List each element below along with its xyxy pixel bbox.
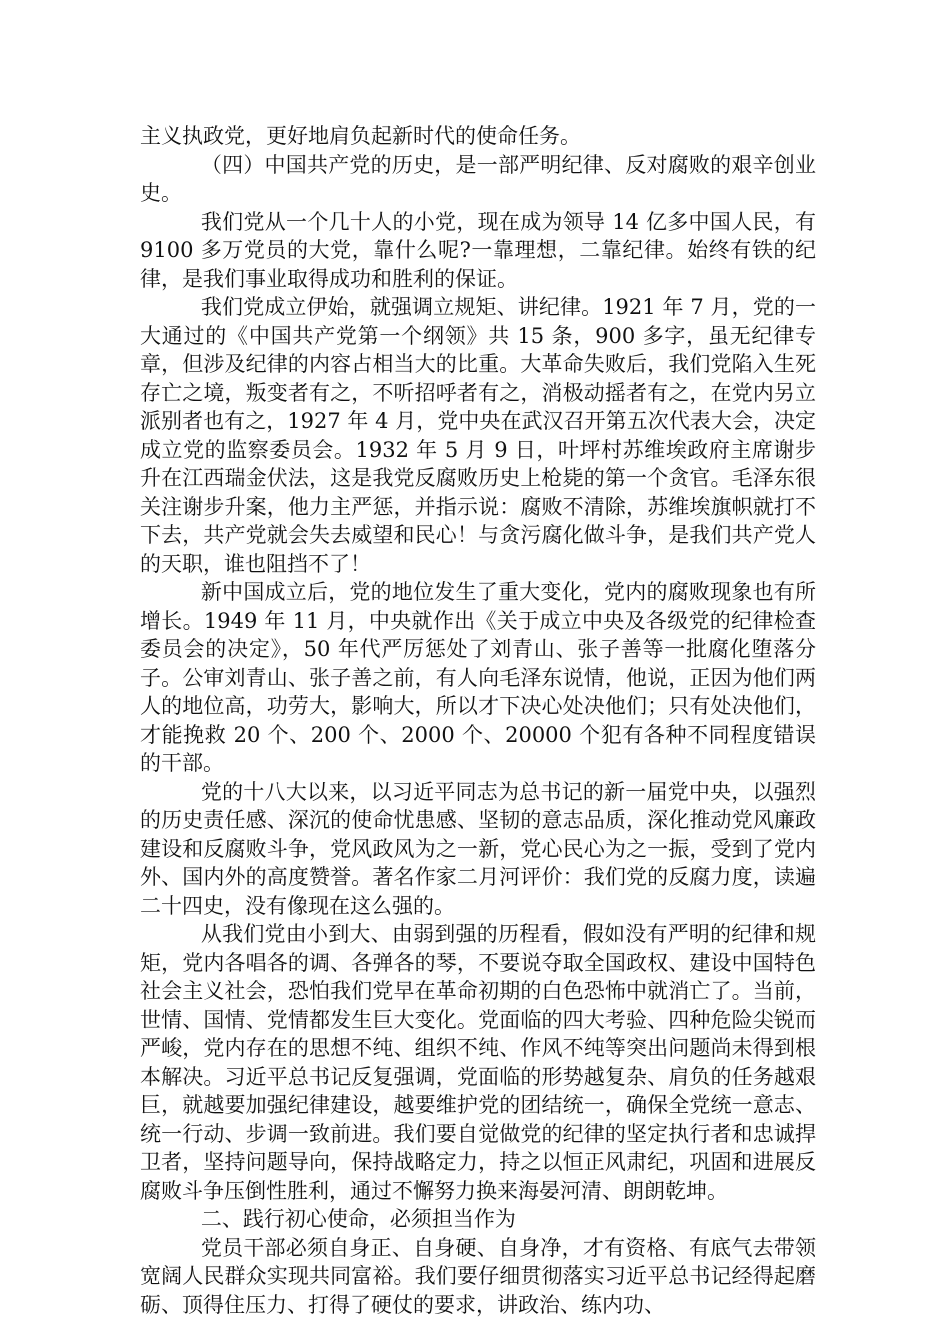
- paragraph-new-china: 新中国成立后，党的地位发生了重大变化，党内的腐败现象也有所增长。1949 年 11 月，中央就作出《关于成立中央及各级党的纪律检查委员会的决定》，50 年代严厉惩处了刘青山、张子善等一批腐化堕落分子。公审刘青山、张子善之前，有人向毛泽东说情，他说，正因为他们两人的地位高，功劳大，影响大，所以才下决心处决他们；只有处决他们，才能挽救 20 个、200 个、2000 个、20000 个犯有各种不同程度错误的干部。: [140, 580, 816, 775]
- document-body: [140, 122, 816, 1319]
- paragraph-party-growth: 我们党从一个几十人的小党，现在成为领导 14 亿多中国人民，有 9100 多万党员的大党，靠什么呢?一靠理想，二靠纪律。始终有铁的纪律，是我们事业取得成功和胜利的保证。: [140, 209, 816, 291]
- section-heading-two: 二、践行初心使命，必须担当作为: [200, 1207, 516, 1231]
- paragraph-continuation: 主义执政党，更好地肩负起新时代的使命任务。: [140, 124, 581, 148]
- paragraph-party-founding: 我们党成立伊始，就强调立规矩、讲纪律。1921 年 7 月，党的一大通过的《中国共产党第一个纲领》共 15 条，900 多字，虽无纪律专章，但涉及纪律的内容占相当大的比重。大革命失败后，我们党陷入生死存亡之境，叛变者有之，不听招呼者有之，消极动摇者有之，在党内另立派别者也有之，1927 年 4 月，党中央在武汉召开第五次代表大会，决定成立党的监察委员会。1932 年 5 月 9 日，叶坪村苏维埃政府主席谢步升在江西瑞金伏法，这是我党反腐败历史上枪毙的第一个贪官。毛泽东很关注谢步升案，他力主严惩，并指示说：腐败不清除，苏维埃旗帜就打不下去，共产党就会失去威望和民心！与贪污腐化做斗争，是我们共产党人的天职，谁也阻挡不了！: [140, 295, 816, 576]
- section-heading-four: （四）中国共产党的历史，是一部严明纪律、反对腐败的艰辛创业史。: [140, 152, 816, 205]
- paragraph-party-history-view: 从我们党由小到大、由弱到强的历程看，假如没有严明的纪律和规矩，党内各唱各的调、各弹各的琴，不要说夺取全国政权、建设中国特色社会主义社会，恐怕我们党早在革命初期的白色恐怖中就消亡了。当前，世情、国情、党情都发生巨大变化。党面临的四大考验、四种危险尖锐而严峻，党内存在的思想不纯、组织不纯、作风不纯等突出问题尚未得到根本解决。习近平总书记反复强调，党面临的形势越复杂、肩负的任务越艰巨，就越要加强纪律建设，越要维护党的团结统一，确保全党统一意志、统一行动、步调一致前进。我们要自觉做党的纪律的坚定执行者和忠诚捍卫者，坚持问题导向，保持战略定力，持之以恒正风肃纪，巩固和进展反腐败斗争压倒性胜利，通过不懈努力换来海晏河清、朗朗乾坤。: [140, 922, 816, 1203]
- paragraph-party-cadres: 党员干部必须自身正、自身硬、自身净，才有资格、有底气去带领宽阔人民群众实现共同富裕。我们要仔细贯彻落实习近平总书记经得起磨砺、顶得住压力、打得了硬仗的要求，讲政治、练内功、: [140, 1235, 816, 1317]
- paragraph-eighteenth-congress: 党的十八大以来，以习近平同志为总书记的新一届党中央，以强烈的历史责任感、深沉的使命忧患感、坚韧的意志品质，深化推动党风廉政建设和反腐败斗争，党风政风为之一新，党心民心为之一振，受到了党内外、国内外的高度赞誉。著名作家二月河评价：我们党的反腐力度，读遍二十四史，没有像现在这么强的。: [140, 779, 816, 918]
